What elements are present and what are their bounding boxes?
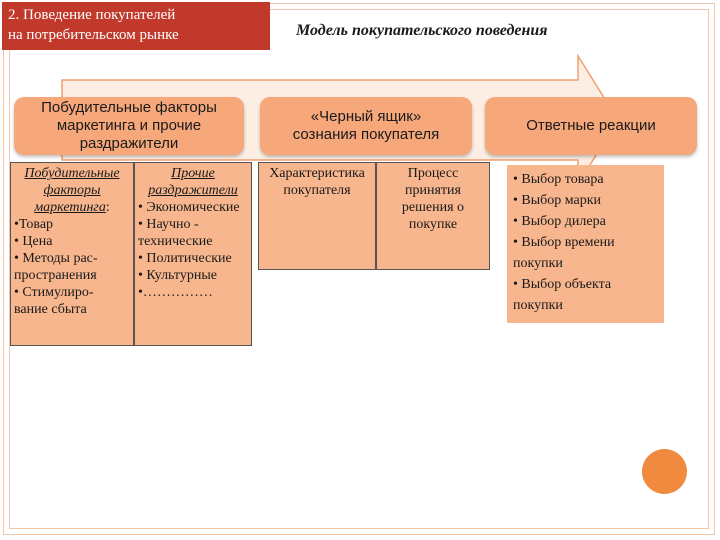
marketing-factor-item: пространения (14, 268, 97, 283)
decision-process-line-1: Процесс (407, 166, 459, 181)
response-item: • Выбор товара (513, 172, 604, 187)
buyer-characteristics-line-1: Характеристика (269, 166, 365, 181)
other-stimuli-item: технические (138, 234, 213, 249)
marketing-factors-cell (10, 162, 134, 346)
responses-pill-label: Ответные реакции (526, 117, 656, 134)
response-item: покупки (513, 298, 563, 313)
marketing-factor-item: • Цена (14, 234, 53, 249)
other-stimuli-cell (134, 162, 252, 346)
response-item: • Выбор объекта (513, 277, 612, 292)
response-item: покупки (513, 256, 563, 271)
slide-title-line-2: на потребительском рынке (8, 27, 179, 43)
responses-pill (485, 97, 697, 155)
incentives-line-1: Побудительные факторы (41, 99, 217, 116)
buyer-characteristics-cell (258, 162, 376, 270)
marketing-factors-header-1: Побудительные (24, 166, 120, 181)
decision-process-line-3: решения о (401, 200, 465, 215)
response-item: • Выбор времени (513, 235, 615, 250)
marketing-factors-header-2: факторы (43, 183, 101, 198)
incentives-pill (14, 97, 244, 155)
response-item: • Выбор дилера (513, 214, 606, 229)
decision-process-line-4: покупке (408, 217, 458, 232)
incentives-line-3: раздражители (79, 135, 179, 152)
response-item: • Выбор марки (513, 193, 602, 208)
other-stimuli-item: • Экономические (138, 200, 240, 215)
decorative-circle (642, 449, 687, 494)
decision-process-cell (376, 162, 490, 270)
black-box-line-2: сознания покупателя (292, 126, 440, 143)
other-stimuli-item: •…………… (138, 285, 213, 300)
marketing-factor-item: • Стимулиро- (14, 285, 94, 300)
other-stimuli-item: • Политические (138, 251, 232, 266)
marketing-factor-item: •Товар (14, 217, 54, 232)
slide-title-line-1: 2. Поведение покупателей (8, 7, 176, 23)
slide-heading: Модель покупательского поведения (296, 22, 548, 39)
marketing-factors-header-3-wrap (14, 199, 130, 216)
decision-process-line-2: принятия (405, 183, 461, 198)
marketing-factors-header-3: маркетинга (34, 200, 106, 215)
black-box-line-1: «Черный ящик» (310, 108, 422, 125)
marketing-factors-header-colon: : (105, 200, 110, 215)
incentives-line-2: маркетинга и прочие (56, 117, 202, 134)
marketing-factor-item: вание сбыта (14, 302, 87, 317)
marketing-factor-item: • Методы рас- (14, 251, 98, 266)
responses-list-cell (507, 165, 664, 323)
other-stimuli-header-1: Прочие (171, 166, 215, 181)
other-stimuli-header-2: раздражители (148, 183, 238, 198)
black-box-pill (260, 97, 472, 155)
buyer-characteristics-line-2: покупателя (283, 183, 351, 198)
other-stimuli-item: • Культурные (138, 268, 217, 283)
other-stimuli-item: • Научно - (138, 217, 199, 232)
